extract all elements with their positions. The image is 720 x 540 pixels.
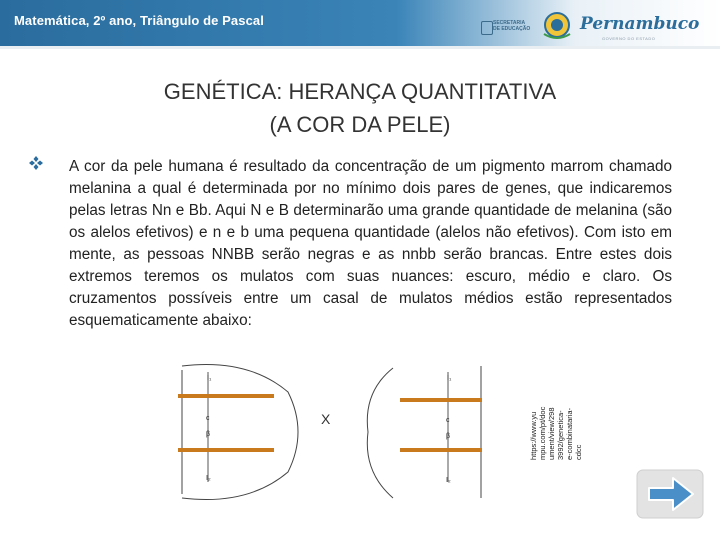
- caption-line-4: 3992/genetica-: [556, 410, 565, 460]
- body-paragraph: A cor da pele humana é resultado da concentração de um pigmento marrom chamado melanina a qual é determinada por no mínimo dois pares de genes, que indicaremos pelas letras Nn e Bb. Aqui N e B determinarão uma grande quantidade de melanina (são os alelos efetivos) e n e b uma pequena quantidade (alelos não efetivos). Com isto em mente, as pessoas NNBB serão negras e as nnbb serão brancas. Entre estes dois extremos teremos os mulatos com suas nuances: escuro, médio e claro. Os cruzamentos possíveis entre um casal de mulatos médios estão representados esquematicamente abaixo:: [69, 158, 672, 329]
- right-label-top: I₁: [447, 375, 452, 382]
- diamond-bullet-icon: [28, 155, 44, 171]
- pernambuco-wordmark: Pernambuco: [580, 14, 700, 34]
- cross-symbol: X: [321, 411, 331, 427]
- right-label-bottom: I₂: [446, 477, 451, 484]
- chromosome-cross-diagram: [178, 362, 488, 502]
- caption-line-2: mpu.com/pt/doc: [538, 406, 547, 460]
- source-caption: [528, 372, 608, 462]
- left-label-beta: β: [206, 431, 211, 438]
- slide-title-line2: (A COR DA PELE): [269, 112, 451, 137]
- header-divider: [0, 46, 720, 49]
- slide-title-line1: GENÉTICA: HERANÇA QUANTITATIVA: [163, 79, 557, 104]
- left-chromosome-bar-bottom: [178, 448, 274, 452]
- left-label-bottom: I₂: [206, 475, 211, 482]
- state-crest-icon: [540, 10, 574, 40]
- secretaria-mark-icon: [481, 21, 493, 35]
- secretaria-logo: [493, 20, 537, 40]
- right-label-beta: β: [446, 433, 451, 440]
- header-title: Matemática, 2º ano, Triângulo de Pascal: [14, 13, 264, 28]
- right-chromosome-bar-top: [400, 398, 482, 402]
- secretaria-line2: DE EDUCAÇÃO: [493, 26, 531, 32]
- pernambuco-logo: [580, 14, 700, 44]
- left-label-mid: c: [206, 415, 210, 422]
- pernambuco-subtitle: GOVERNO DO ESTADO: [602, 36, 656, 41]
- caption-line-5: e-combinataria-: [565, 407, 574, 460]
- caption-line-6: cdcc: [574, 444, 583, 460]
- left-label-top: I₁: [207, 375, 212, 382]
- right-label-mid: c: [446, 417, 450, 424]
- secretaria-line1: SECRETARIA: [493, 20, 526, 26]
- right-chromosome-bar-bottom: [400, 448, 482, 452]
- next-slide-arrow-icon[interactable]: [635, 468, 705, 520]
- caption-line-3: ument/view/298: [547, 407, 556, 460]
- caption-line-1: https://www.yu: [529, 411, 538, 460]
- left-chromosome-bar-top: [178, 394, 274, 398]
